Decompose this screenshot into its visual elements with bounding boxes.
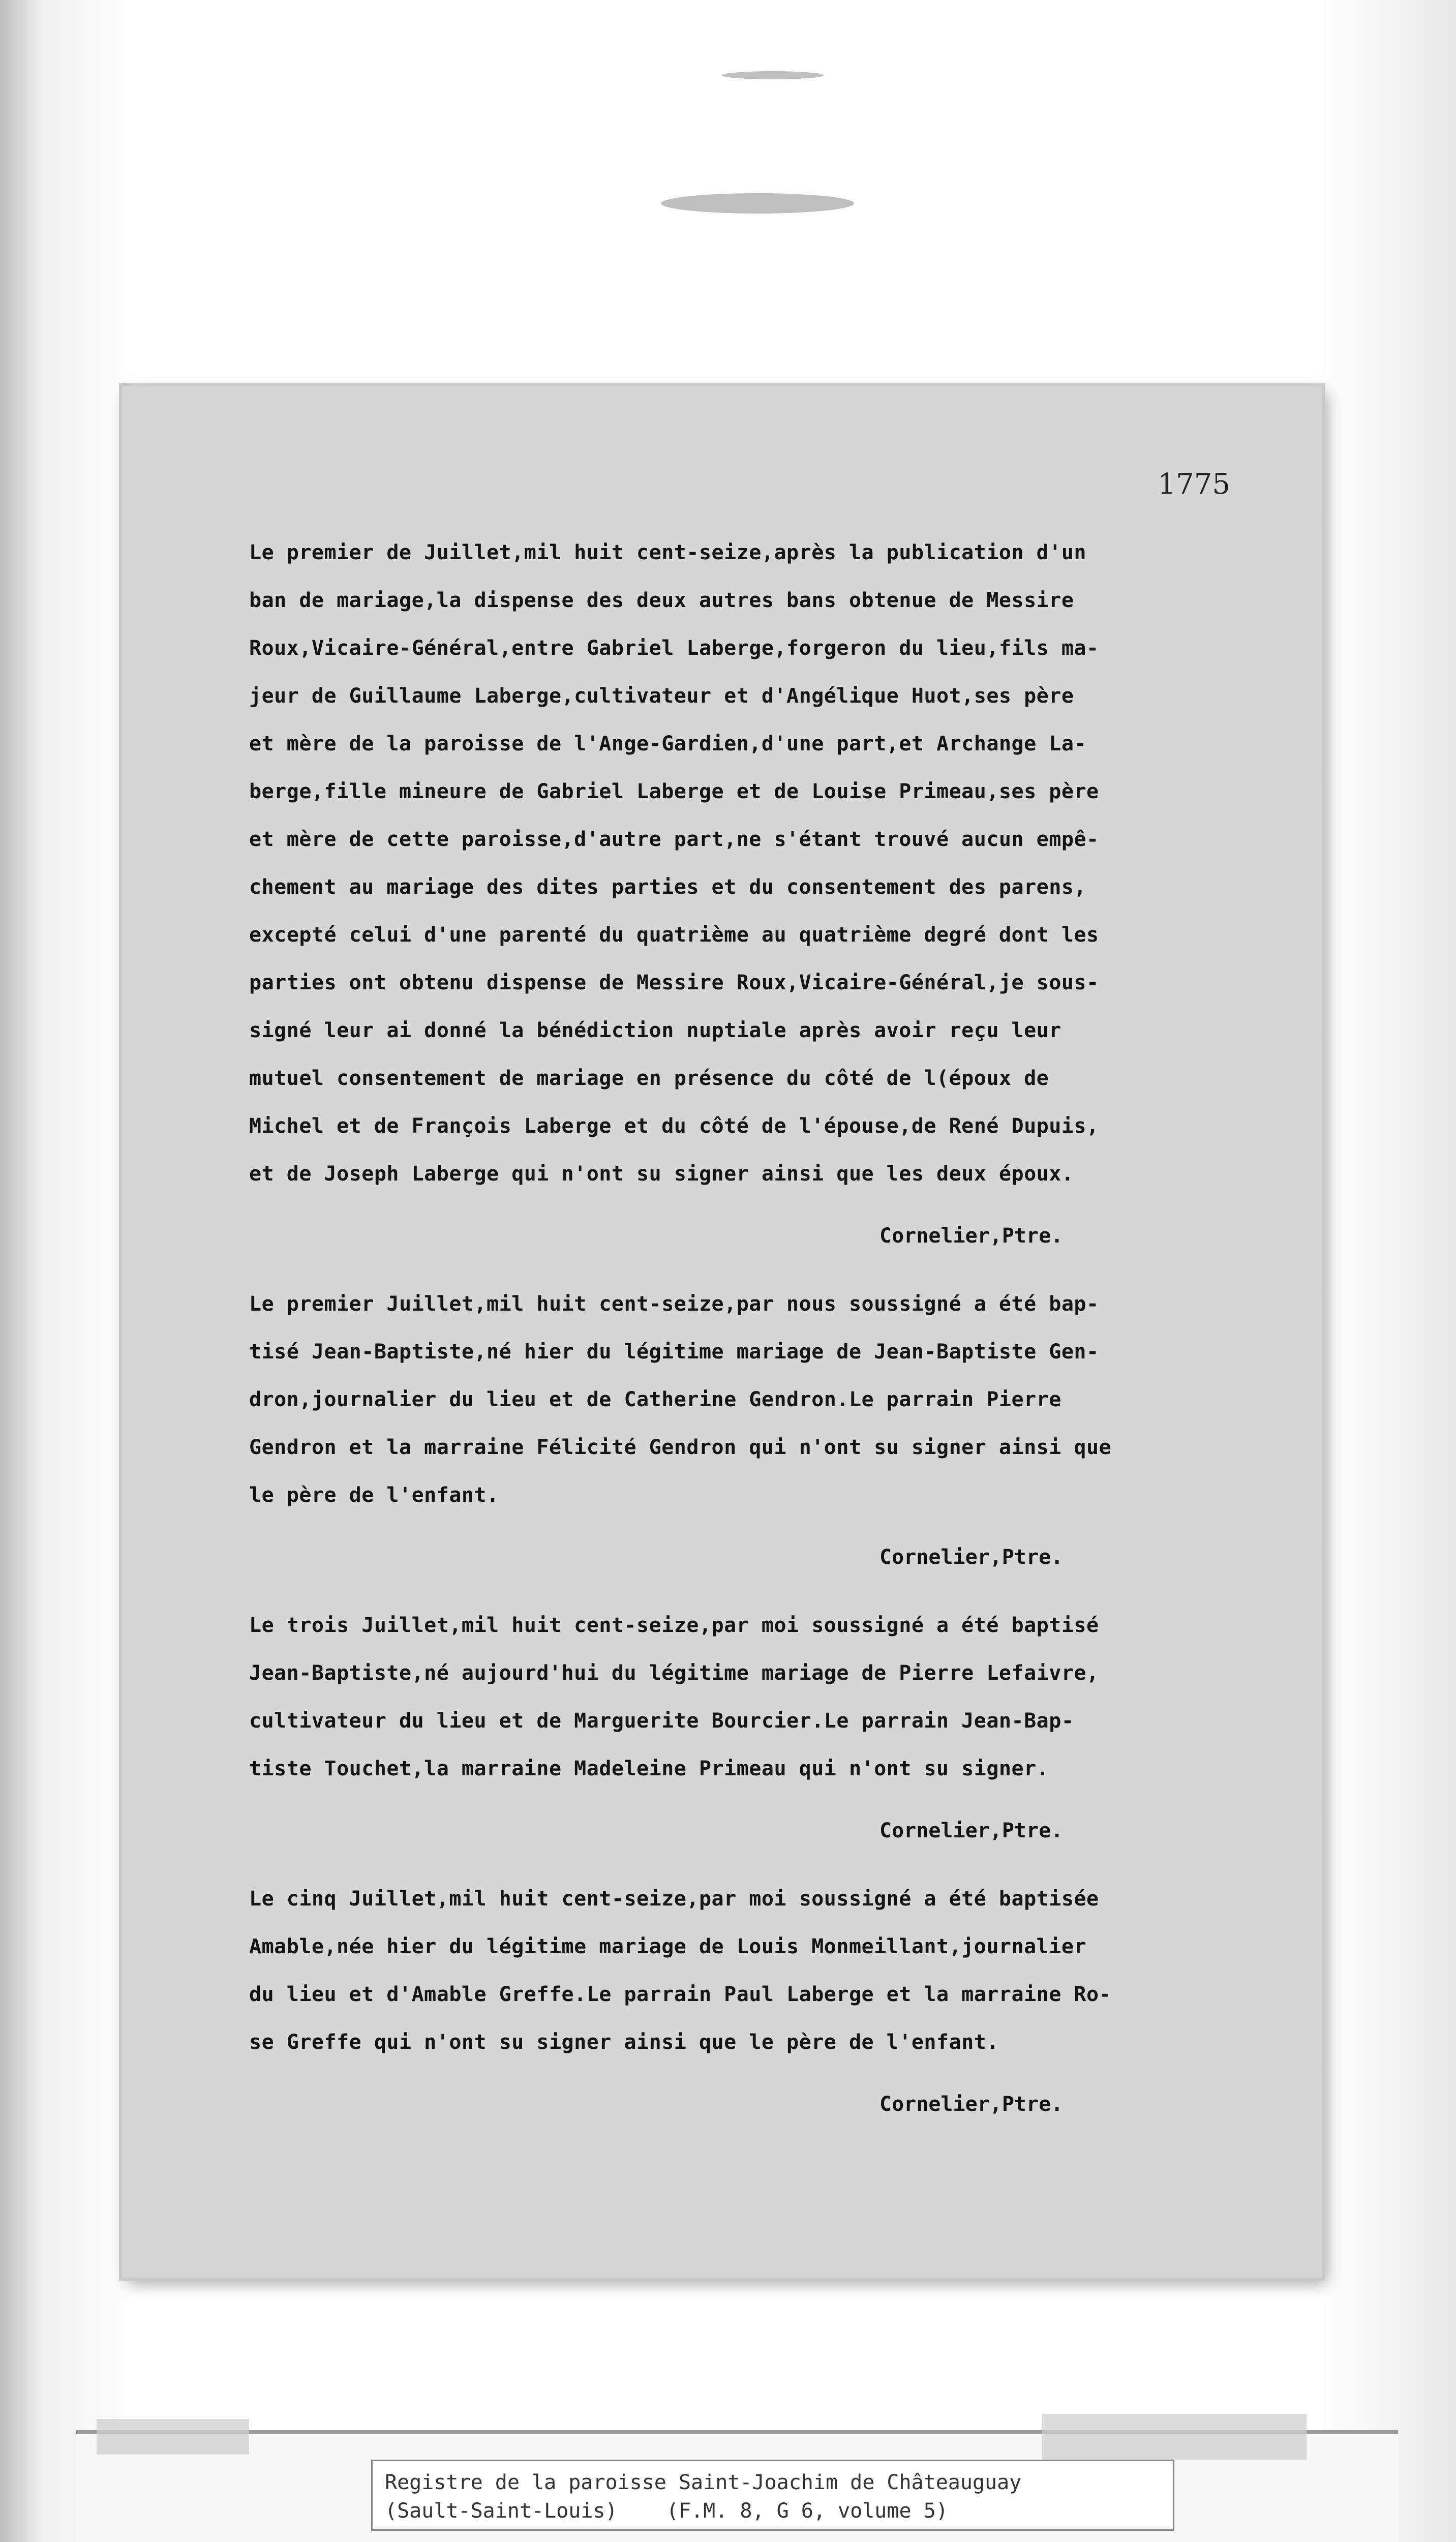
entry-line: parties ont obtenu dispense de Messire Roux,Vicaire-Général,je sous- bbox=[249, 971, 1099, 994]
entry-line: excepté celui d'une parenté du quatrième au quatrième degré dont les bbox=[249, 923, 1099, 947]
entry-line: et mère de cette paroisse,d'autre part,ne s'étant trouvé aucun empê- bbox=[249, 828, 1099, 851]
tape-strip bbox=[97, 2419, 249, 2455]
entry-line: se Greffe qui n'ont su signer ainsi que le père de l'enfant. bbox=[249, 2031, 999, 2054]
priest-signature: Cornelier,Ptre. bbox=[879, 1224, 1064, 1248]
priest-signature: Cornelier,Ptre. bbox=[879, 2093, 1064, 2116]
entry-line: dron,journalier du lieu et de Catherine Gendron.Le parrain Pierre bbox=[249, 1388, 1061, 1411]
entry-line: tiste Touchet,la marraine Madeleine Primeau qui n'ont su signer. bbox=[249, 1757, 1049, 1780]
entry-line: Michel et de François Laberge et du côté de l'épouse,de René Dupuis, bbox=[249, 1114, 1099, 1138]
source-line: (Sault-Saint-Louis) (F.M. 8, G 6, volume 5) bbox=[385, 2499, 948, 2523]
entry-line: le père de l'enfant. bbox=[249, 1484, 499, 1507]
entry-line: et mère de la paroisse de l'Ange-Gardien,d'une part,et Archange La- bbox=[249, 732, 1086, 755]
film-smudge bbox=[722, 71, 824, 79]
film-smudge bbox=[661, 193, 854, 214]
entry-line: du lieu et d'Amable Greffe.Le parrain Paul Laberge et la marraine Ro- bbox=[249, 1983, 1112, 2006]
entry-line: chement au mariage des dites parties et du consentement des parens, bbox=[249, 875, 1086, 899]
register-page bbox=[122, 386, 1322, 2278]
source-line: Registre de la paroisse Saint-Joachim de Châteauguay bbox=[385, 2471, 1022, 2494]
entry-line: et de Joseph Laberge qui n'ont su signer ainsi que les deux époux. bbox=[249, 1162, 1074, 1186]
register-entry-baptism bbox=[249, 1601, 1246, 1855]
entry-line: Gendron et la marraine Félicité Gendron qui n'ont su signer ainsi que bbox=[249, 1436, 1112, 1459]
entry-line: signé leur ai donné la bénédiction nuptiale après avoir reçu leur bbox=[249, 1019, 1061, 1042]
entry-line: Le trois Juillet,mil huit cent-seize,par moi soussigné a été baptisé bbox=[249, 1614, 1099, 1637]
entry-line: Roux,Vicaire-Général,entre Gabriel Laberge,forgeron du lieu,fils ma- bbox=[249, 637, 1099, 660]
register-entries bbox=[249, 529, 1246, 2148]
tape-strip bbox=[1042, 2414, 1307, 2460]
entry-line: Jean-Baptiste,né aujourd'hui du légitime mariage de Pierre Lefaivre, bbox=[249, 1661, 1099, 1685]
register-entry-baptism bbox=[249, 1280, 1246, 1581]
entry-line: Le cinq Juillet,mil huit cent-seize,par moi soussigné a été baptisée bbox=[249, 1887, 1099, 1911]
entry-line: Amable,née hier du légitime mariage de Louis Monmeillant,journalier bbox=[249, 1935, 1086, 1958]
entry-line: ban de mariage,la dispense des deux autres bans obtenue de Messire bbox=[249, 589, 1074, 612]
page-number: 1775 bbox=[1158, 468, 1230, 501]
entry-line: tisé Jean-Baptiste,né hier du légitime mariage de Jean-Baptiste Gen- bbox=[249, 1340, 1099, 1364]
entry-line: Le premier Juillet,mil huit cent-seize,par nous soussigné a été bap- bbox=[249, 1292, 1099, 1316]
entry-line: mutuel consentement de mariage en présence du côté de l(époux de bbox=[249, 1067, 1049, 1090]
register-entry-baptism bbox=[249, 1875, 1246, 2128]
archives-label bbox=[76, 2430, 1398, 2542]
entry-line: Le premier de Juillet,mil huit cent-seize,après la publication d'un bbox=[249, 541, 1086, 564]
register-entry-marriage bbox=[249, 529, 1246, 1260]
entry-line: berge,fille mineure de Gabriel Laberge et de Louise Primeau,ses père bbox=[249, 780, 1099, 803]
priest-signature: Cornelier,Ptre. bbox=[879, 1546, 1064, 1569]
entry-line: cultivateur du lieu et de Marguerite Bourcier.Le parrain Jean-Bap- bbox=[249, 1709, 1074, 1733]
entry-line: jeur de Guillaume Laberge,cultivateur et d'Angélique Huot,ses père bbox=[249, 684, 1074, 708]
source-reference bbox=[371, 2460, 1174, 2531]
priest-signature: Cornelier,Ptre. bbox=[879, 1819, 1064, 1842]
